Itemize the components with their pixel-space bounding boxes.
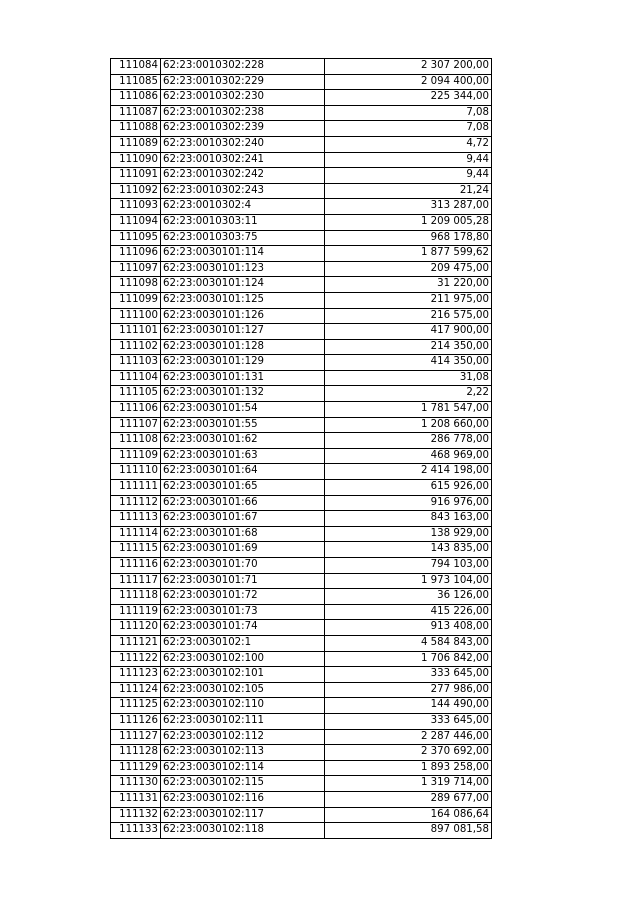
table-row bbox=[111, 713, 492, 729]
table-row bbox=[111, 495, 492, 511]
row-id-cell: 111091 bbox=[111, 168, 161, 184]
value-cell: 1 319 714,00 bbox=[325, 776, 492, 792]
cadastral-number-cell: 62:23:0010302:229 bbox=[161, 74, 325, 90]
value-cell: 2 094 400,00 bbox=[325, 74, 492, 90]
row-id-cell: 111116 bbox=[111, 558, 161, 574]
row-id-cell: 111129 bbox=[111, 760, 161, 776]
table-row bbox=[111, 776, 492, 792]
value-cell: 2,22 bbox=[325, 386, 492, 402]
row-id-cell: 111105 bbox=[111, 386, 161, 402]
value-cell: 2 414 198,00 bbox=[325, 464, 492, 480]
value-cell: 144 490,00 bbox=[325, 698, 492, 714]
table-row bbox=[111, 480, 492, 496]
value-cell: 1 208 660,00 bbox=[325, 417, 492, 433]
table-row bbox=[111, 308, 492, 324]
table-row bbox=[111, 729, 492, 745]
table-row bbox=[111, 74, 492, 90]
row-id-cell: 111086 bbox=[111, 90, 161, 106]
value-cell: 415 226,00 bbox=[325, 604, 492, 620]
cadastral-number-cell: 62:23:0030101:70 bbox=[161, 558, 325, 574]
table-row bbox=[111, 183, 492, 199]
table-row bbox=[111, 526, 492, 542]
value-cell: 794 103,00 bbox=[325, 558, 492, 574]
row-id-cell: 111112 bbox=[111, 495, 161, 511]
row-id-cell: 111121 bbox=[111, 635, 161, 651]
row-id-cell: 111132 bbox=[111, 807, 161, 823]
row-id-cell: 111122 bbox=[111, 651, 161, 667]
value-cell: 417 900,00 bbox=[325, 324, 492, 340]
value-cell: 9,44 bbox=[325, 168, 492, 184]
table-row bbox=[111, 635, 492, 651]
row-id-cell: 111113 bbox=[111, 511, 161, 527]
value-cell: 31,08 bbox=[325, 370, 492, 386]
cadastral-number-cell: 62:23:0010303:11 bbox=[161, 214, 325, 230]
row-id-cell: 111120 bbox=[111, 620, 161, 636]
cadastral-number-cell: 62:23:0010302:228 bbox=[161, 59, 325, 75]
table-row bbox=[111, 339, 492, 355]
cadastral-number-cell: 62:23:0030101:128 bbox=[161, 339, 325, 355]
table-row bbox=[111, 370, 492, 386]
cadastral-number-cell: 62:23:0030101:125 bbox=[161, 292, 325, 308]
cadastral-number-cell: 62:23:0030102:118 bbox=[161, 823, 325, 839]
table-row bbox=[111, 324, 492, 340]
table-row bbox=[111, 402, 492, 418]
value-cell: 1 877 599,62 bbox=[325, 246, 492, 262]
table-row bbox=[111, 651, 492, 667]
row-id-cell: 111126 bbox=[111, 713, 161, 729]
table-row bbox=[111, 152, 492, 168]
value-cell: 164 086,64 bbox=[325, 807, 492, 823]
row-id-cell: 111084 bbox=[111, 59, 161, 75]
row-id-cell: 111130 bbox=[111, 776, 161, 792]
value-cell: 916 976,00 bbox=[325, 495, 492, 511]
value-cell: 968 178,80 bbox=[325, 230, 492, 246]
table-row bbox=[111, 292, 492, 308]
table-row bbox=[111, 199, 492, 215]
cadastral-number-cell: 62:23:0030102:110 bbox=[161, 698, 325, 714]
cadastral-number-cell: 62:23:0030102:116 bbox=[161, 791, 325, 807]
cadastral-number-cell: 62:23:0030102:115 bbox=[161, 776, 325, 792]
table-row bbox=[111, 558, 492, 574]
table-row bbox=[111, 277, 492, 293]
cadastral-number-cell: 62:23:0030102:112 bbox=[161, 729, 325, 745]
value-cell: 138 929,00 bbox=[325, 526, 492, 542]
table-row bbox=[111, 542, 492, 558]
value-cell: 615 926,00 bbox=[325, 480, 492, 496]
cadastral-number-cell: 62:23:0030101:126 bbox=[161, 308, 325, 324]
row-id-cell: 111114 bbox=[111, 526, 161, 542]
cadastral-number-cell: 62:23:0030101:63 bbox=[161, 448, 325, 464]
table-row bbox=[111, 168, 492, 184]
cadastral-number-cell: 62:23:0010302:4 bbox=[161, 199, 325, 215]
cadastral-number-cell: 62:23:0030101:131 bbox=[161, 370, 325, 386]
value-cell: 1 893 258,00 bbox=[325, 760, 492, 776]
table-row bbox=[111, 745, 492, 761]
table-row bbox=[111, 230, 492, 246]
row-id-cell: 111117 bbox=[111, 573, 161, 589]
table-row bbox=[111, 246, 492, 262]
cadastral-number-cell: 62:23:0030102:114 bbox=[161, 760, 325, 776]
row-id-cell: 111092 bbox=[111, 183, 161, 199]
table-row bbox=[111, 355, 492, 371]
table-row bbox=[111, 589, 492, 605]
row-id-cell: 111094 bbox=[111, 214, 161, 230]
row-id-cell: 111098 bbox=[111, 277, 161, 293]
table-row bbox=[111, 121, 492, 137]
cadastral-number-cell: 62:23:0010302:230 bbox=[161, 90, 325, 106]
table-row bbox=[111, 448, 492, 464]
table-row bbox=[111, 214, 492, 230]
row-id-cell: 111123 bbox=[111, 667, 161, 683]
value-cell: 1 973 104,00 bbox=[325, 573, 492, 589]
value-cell: 414 350,00 bbox=[325, 355, 492, 371]
row-id-cell: 111096 bbox=[111, 246, 161, 262]
table-row bbox=[111, 386, 492, 402]
row-id-cell: 111128 bbox=[111, 745, 161, 761]
value-cell: 214 350,00 bbox=[325, 339, 492, 355]
value-cell: 36 126,00 bbox=[325, 589, 492, 605]
value-cell: 897 081,58 bbox=[325, 823, 492, 839]
cadastral-number-cell: 62:23:0030101:71 bbox=[161, 573, 325, 589]
value-cell: 216 575,00 bbox=[325, 308, 492, 324]
row-id-cell: 111111 bbox=[111, 480, 161, 496]
cadastral-number-cell: 62:23:0030102:111 bbox=[161, 713, 325, 729]
row-id-cell: 111133 bbox=[111, 823, 161, 839]
cadastral-number-cell: 62:23:0030102:105 bbox=[161, 682, 325, 698]
cadastral-number-cell: 62:23:0030101:127 bbox=[161, 324, 325, 340]
table-row bbox=[111, 807, 492, 823]
cadastral-number-cell: 62:23:0030101:68 bbox=[161, 526, 325, 542]
table-row bbox=[111, 90, 492, 106]
cadastral-number-cell: 62:23:0010303:75 bbox=[161, 230, 325, 246]
row-id-cell: 111102 bbox=[111, 339, 161, 355]
cadastral-number-cell: 62:23:0030101:55 bbox=[161, 417, 325, 433]
table-row bbox=[111, 620, 492, 636]
row-id-cell: 111090 bbox=[111, 152, 161, 168]
table-row bbox=[111, 573, 492, 589]
value-cell: 277 986,00 bbox=[325, 682, 492, 698]
cadastral-number-cell: 62:23:0030102:1 bbox=[161, 635, 325, 651]
value-cell: 289 677,00 bbox=[325, 791, 492, 807]
cadastral-number-cell: 62:23:0030101:124 bbox=[161, 277, 325, 293]
table-body bbox=[111, 59, 492, 839]
table-row bbox=[111, 760, 492, 776]
value-cell: 7,08 bbox=[325, 121, 492, 137]
cadastral-number-cell: 62:23:0010302:238 bbox=[161, 105, 325, 121]
value-cell: 2 307 200,00 bbox=[325, 59, 492, 75]
value-cell: 2 370 692,00 bbox=[325, 745, 492, 761]
value-cell: 913 408,00 bbox=[325, 620, 492, 636]
cadastral-number-cell: 62:23:0030101:62 bbox=[161, 433, 325, 449]
table-row bbox=[111, 698, 492, 714]
row-id-cell: 111089 bbox=[111, 136, 161, 152]
value-cell: 7,08 bbox=[325, 105, 492, 121]
cadastral-number-cell: 62:23:0030101:132 bbox=[161, 386, 325, 402]
cadastral-number-cell: 62:23:0010302:239 bbox=[161, 121, 325, 137]
table-row bbox=[111, 105, 492, 121]
row-id-cell: 111101 bbox=[111, 324, 161, 340]
row-id-cell: 111118 bbox=[111, 589, 161, 605]
value-cell: 1 706 842,00 bbox=[325, 651, 492, 667]
row-id-cell: 111085 bbox=[111, 74, 161, 90]
value-cell: 209 475,00 bbox=[325, 261, 492, 277]
cadastral-number-cell: 62:23:0030102:100 bbox=[161, 651, 325, 667]
cadastral-number-cell: 62:23:0030101:123 bbox=[161, 261, 325, 277]
cadastral-number-cell: 62:23:0030101:74 bbox=[161, 620, 325, 636]
row-id-cell: 111088 bbox=[111, 121, 161, 137]
value-cell: 4,72 bbox=[325, 136, 492, 152]
table-row bbox=[111, 261, 492, 277]
value-cell: 333 645,00 bbox=[325, 667, 492, 683]
cadastral-value-table bbox=[110, 58, 492, 839]
value-cell: 225 344,00 bbox=[325, 90, 492, 106]
row-id-cell: 111097 bbox=[111, 261, 161, 277]
value-cell: 1 781 547,00 bbox=[325, 402, 492, 418]
cadastral-number-cell: 62:23:0030101:67 bbox=[161, 511, 325, 527]
cadastral-number-cell: 62:23:0030101:114 bbox=[161, 246, 325, 262]
table-row bbox=[111, 136, 492, 152]
cadastral-number-cell: 62:23:0010302:243 bbox=[161, 183, 325, 199]
table-row bbox=[111, 417, 492, 433]
table-row bbox=[111, 59, 492, 75]
value-cell: 1 209 005,28 bbox=[325, 214, 492, 230]
cadastral-number-cell: 62:23:0030102:113 bbox=[161, 745, 325, 761]
cadastral-number-cell: 62:23:0030101:72 bbox=[161, 589, 325, 605]
value-cell: 211 975,00 bbox=[325, 292, 492, 308]
table-row bbox=[111, 791, 492, 807]
value-cell: 143 835,00 bbox=[325, 542, 492, 558]
row-id-cell: 111131 bbox=[111, 791, 161, 807]
cadastral-number-cell: 62:23:0030101:73 bbox=[161, 604, 325, 620]
table-row bbox=[111, 823, 492, 839]
value-cell: 21,24 bbox=[325, 183, 492, 199]
table-row bbox=[111, 511, 492, 527]
table-row bbox=[111, 433, 492, 449]
value-cell: 286 778,00 bbox=[325, 433, 492, 449]
cadastral-number-cell: 62:23:0010302:240 bbox=[161, 136, 325, 152]
row-id-cell: 111119 bbox=[111, 604, 161, 620]
cadastral-number-cell: 62:23:0030101:66 bbox=[161, 495, 325, 511]
cadastral-number-cell: 62:23:0010302:241 bbox=[161, 152, 325, 168]
row-id-cell: 111107 bbox=[111, 417, 161, 433]
row-id-cell: 111115 bbox=[111, 542, 161, 558]
cadastral-number-cell: 62:23:0030101:64 bbox=[161, 464, 325, 480]
cadastral-number-cell: 62:23:0030102:101 bbox=[161, 667, 325, 683]
value-cell: 4 584 843,00 bbox=[325, 635, 492, 651]
row-id-cell: 111108 bbox=[111, 433, 161, 449]
row-id-cell: 111125 bbox=[111, 698, 161, 714]
table-row bbox=[111, 604, 492, 620]
row-id-cell: 111104 bbox=[111, 370, 161, 386]
value-cell: 333 645,00 bbox=[325, 713, 492, 729]
value-cell: 31 220,00 bbox=[325, 277, 492, 293]
table-row bbox=[111, 682, 492, 698]
cadastral-number-cell: 62:23:0030101:69 bbox=[161, 542, 325, 558]
value-cell: 313 287,00 bbox=[325, 199, 492, 215]
value-cell: 843 163,00 bbox=[325, 511, 492, 527]
row-id-cell: 111110 bbox=[111, 464, 161, 480]
row-id-cell: 111103 bbox=[111, 355, 161, 371]
row-id-cell: 111093 bbox=[111, 199, 161, 215]
value-cell: 2 287 446,00 bbox=[325, 729, 492, 745]
cadastral-number-cell: 62:23:0030101:129 bbox=[161, 355, 325, 371]
row-id-cell: 111095 bbox=[111, 230, 161, 246]
row-id-cell: 111127 bbox=[111, 729, 161, 745]
row-id-cell: 111099 bbox=[111, 292, 161, 308]
row-id-cell: 111087 bbox=[111, 105, 161, 121]
value-cell: 9,44 bbox=[325, 152, 492, 168]
cadastral-number-cell: 62:23:0030101:65 bbox=[161, 480, 325, 496]
row-id-cell: 111106 bbox=[111, 402, 161, 418]
row-id-cell: 111100 bbox=[111, 308, 161, 324]
cadastral-number-cell: 62:23:0010302:242 bbox=[161, 168, 325, 184]
value-cell: 468 969,00 bbox=[325, 448, 492, 464]
row-id-cell: 111109 bbox=[111, 448, 161, 464]
cadastral-number-cell: 62:23:0030102:117 bbox=[161, 807, 325, 823]
table-row bbox=[111, 667, 492, 683]
cadastral-number-cell: 62:23:0030101:54 bbox=[161, 402, 325, 418]
row-id-cell: 111124 bbox=[111, 682, 161, 698]
table-row bbox=[111, 464, 492, 480]
